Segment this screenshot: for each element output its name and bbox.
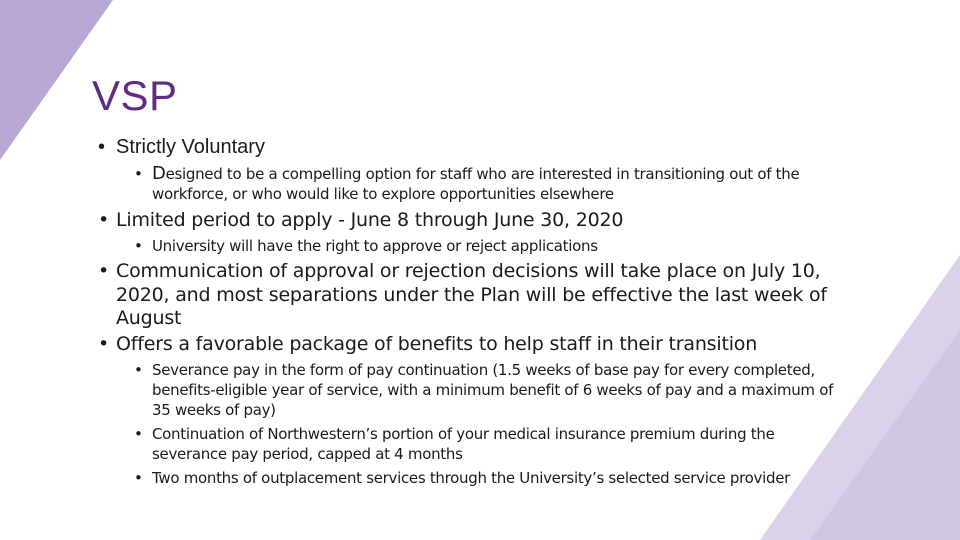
bullet-dot: •: [98, 332, 110, 355]
slide-title: VSP: [92, 72, 178, 119]
bullet-dot: •: [134, 425, 143, 443]
slide-content: [98, 136, 838, 488]
bullet-text: Strictly Voluntary: [116, 136, 265, 158]
bullet-text-rest: esigned to be a compelling option for staff who are interested in transitioning out of the workforce, or who would like to explore opportunities elsewhere: [152, 164, 800, 203]
bullet-text: Severance pay in the form of pay continuation (1.5 weeks of base pay for every completed, benefits-eligible year of service, with a minimum benefit of 6 weeks of pay and a maximum of 35 weeks of pay): [152, 361, 834, 419]
bullet-text: Offers a favorable package of benefits to help staff in their transition: [116, 332, 758, 355]
bullet-dot: •: [134, 469, 143, 487]
bullet-limited-period: [98, 209, 838, 233]
bullet-text: Limited period to apply - June 8 through June 30, 2020: [116, 208, 624, 231]
bullet-text: [152, 162, 800, 203]
bullet-dot: •: [134, 361, 143, 379]
bullet-dot: •: [134, 237, 143, 255]
sub-bullet-severance-pay: [134, 360, 838, 420]
bullet-dot: •: [98, 260, 110, 282]
bullet-dot: •: [98, 136, 106, 158]
bullet-text: Two months of outplacement services through the University’s selected service provider: [152, 469, 791, 487]
bullet-dot: •: [134, 164, 143, 183]
bullet-strictly-voluntary: [98, 136, 838, 160]
sub-bullet-outplacement: [134, 468, 838, 488]
bullet-offers-package: [98, 333, 838, 357]
sub-bullet-designed: [134, 164, 838, 204]
bullet-communication: [98, 260, 838, 331]
bullet-text: Communication of approval or rejection decisions will take place on July 10, 2020, and most separations under the Plan will be effective the last week of August: [116, 260, 827, 329]
drop-letter: D: [152, 162, 166, 184]
sub-bullet-university-right: [134, 236, 838, 256]
sub-bullet-medical-insurance: [134, 424, 838, 464]
bullet-text: Continuation of Northwestern’s portion of your medical insurance premium during the severance pay period, capped at 4 months: [152, 425, 775, 463]
bullet-text: University will have the right to approve or reject applications: [152, 237, 598, 255]
bullet-dot: •: [98, 208, 110, 231]
